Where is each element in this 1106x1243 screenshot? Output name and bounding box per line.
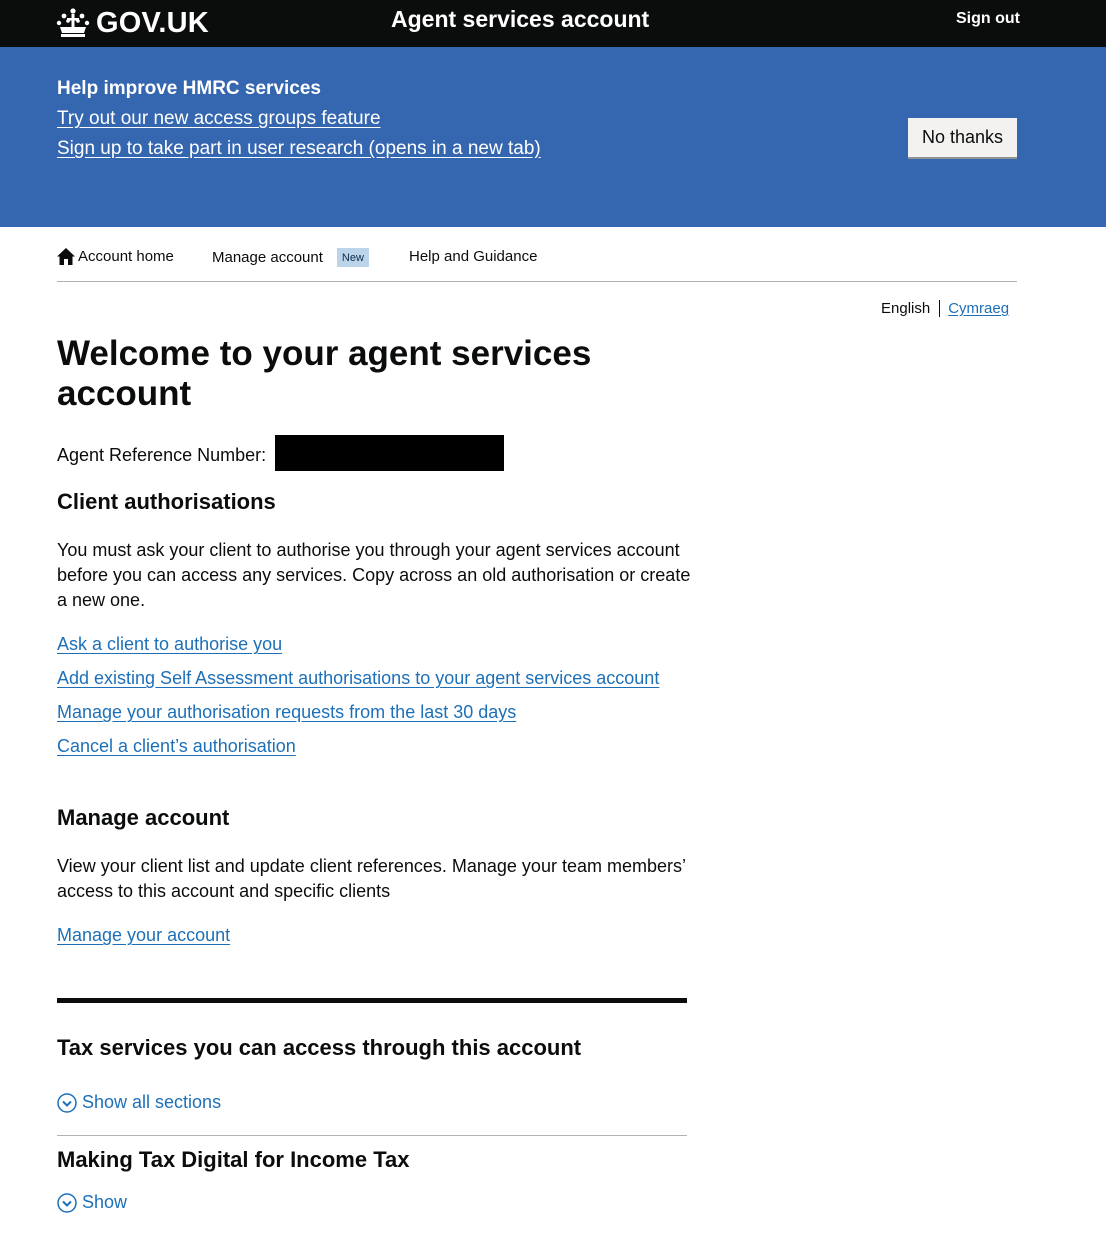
- nav-account-home-label: Account home: [78, 248, 174, 265]
- ask-client-authorise-link[interactable]: Ask a client to authorise you: [57, 634, 283, 654]
- nav-account-home[interactable]: [57, 248, 174, 265]
- research-banner: [0, 47, 1106, 227]
- accordion-heading-mtd-income-tax[interactable]: Making Tax Digital for Income Tax: [57, 1147, 410, 1172]
- arn-label: Agent Reference Number:: [57, 445, 267, 465]
- client-authorisations-heading: Client authorisations: [57, 489, 276, 514]
- cancel-authorisation-link[interactable]: Cancel a client’s authorisation: [57, 736, 296, 756]
- secondary-navigation: [57, 236, 1017, 282]
- nav-help-and-guidance[interactable]: Help and Guidance: [409, 248, 538, 265]
- user-research-link[interactable]: Sign up to take part in user research (opens in a new tab): [57, 138, 541, 159]
- show-all-sections-label: Show all sections: [82, 1092, 222, 1112]
- manage-requests-link[interactable]: Manage your authorisation requests from the last 30 days: [57, 702, 517, 722]
- no-thanks-button[interactable]: No thanks: [908, 118, 1017, 157]
- language-english: English: [881, 300, 931, 317]
- access-groups-link[interactable]: Try out our new access groups feature: [57, 108, 381, 129]
- manage-account-heading: Manage account: [57, 805, 230, 830]
- accordion-divider: [57, 1135, 687, 1136]
- service-name[interactable]: Agent services account: [391, 6, 650, 32]
- section-break: [57, 998, 687, 1003]
- manage-account-text: View your client list and update client references. Manage your team members’ access to this account and specific clients: [57, 856, 686, 901]
- nav-manage-account-label: Manage account: [212, 249, 323, 266]
- show-all-sections-button[interactable]: [57, 1092, 221, 1113]
- new-tag: New: [337, 248, 369, 267]
- govuk-logo-text: GOV.UK: [96, 6, 209, 39]
- accordion-show-label: Show: [82, 1192, 128, 1212]
- accordion-show-button[interactable]: [57, 1192, 127, 1213]
- banner-title: Help improve HMRC services: [57, 78, 321, 99]
- chevron-down-icon: [57, 1093, 77, 1113]
- language-toggle: [881, 300, 1009, 317]
- client-authorisations-text: You must ask your client to authorise you through your agent services account before you can access any services. Copy across an old authorisation or create a new one.: [57, 540, 691, 610]
- nav-manage-account[interactable]: [212, 248, 369, 267]
- chevron-down-icon: [57, 1193, 77, 1213]
- arn-value-redacted: [275, 435, 504, 471]
- add-self-assessment-link[interactable]: Add existing Self Assessment authorisations to your agent services account: [57, 668, 660, 688]
- agent-reference-number: [57, 445, 266, 466]
- crown-icon: [56, 7, 90, 39]
- sign-out-link[interactable]: Sign out: [956, 10, 1020, 27]
- language-cymraeg-link[interactable]: Cymraeg: [948, 300, 1010, 317]
- language-divider: [939, 300, 940, 317]
- home-icon: [57, 248, 75, 265]
- govuk-logo-link[interactable]: [56, 3, 209, 43]
- page-title: Welcome to your agent services account: [57, 334, 592, 413]
- govuk-header: [0, 0, 1106, 47]
- tax-services-heading: Tax services you can access through this account: [57, 1035, 582, 1060]
- manage-your-account-link[interactable]: Manage your account: [57, 925, 231, 945]
